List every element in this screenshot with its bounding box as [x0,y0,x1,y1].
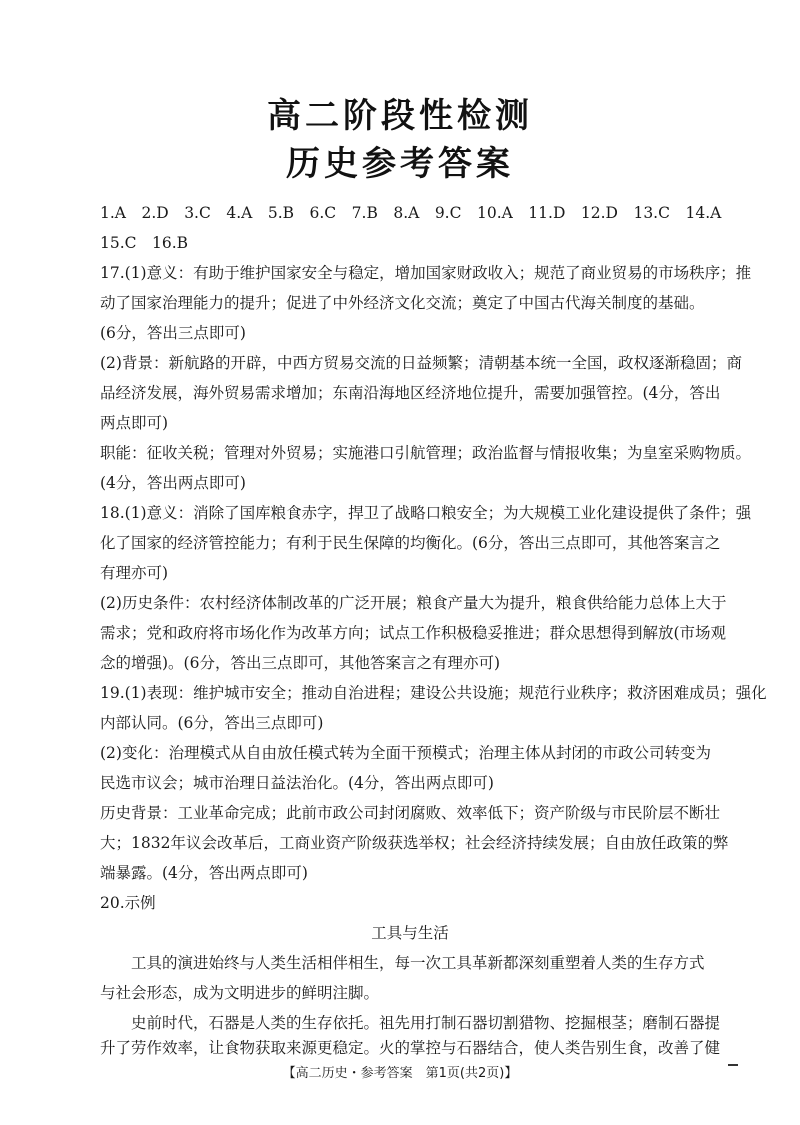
essay-line: 升了劳作效率，让食物获取来源更稳定。火的掌控与石器结合，使人类告别生食，改善了健 [100,1039,721,1057]
essay-line: 与社会形态，成为文明进步的鲜明注脚。 [100,984,380,1002]
page-footer: 【高二历史・参考答案 第1页(共2页)】 [282,1066,518,1081]
answer-line: 化了国家的经济管控能力；有利于民生保障的均衡化。(6分，答出三点即可，其他答案言之 [100,534,721,552]
answer-line: (6分，答出三点即可) [100,324,246,342]
answer-line: 17.(1)意义：有助于维护国家安全与稳定，增加国家财政收入；规范了商业贸易的市场秩序；推 [100,264,752,282]
answer-line: (2)历史条件：农村经济体制改革的广泛开展；粮食产量大为提升，粮食供给能力总体上大于 [100,594,727,612]
answer-line: 念的增强)。(6分，答出三点即可，其他答案言之有理亦可) [100,654,501,672]
answer-line: 20.示例 [100,894,156,912]
essay-line: 史前时代，石器是人类的生存依托。祖先用打制石器切割猎物、挖掘根茎；磨制石器提 [100,1014,721,1032]
answer-line: 职能：征收关税；管理对外贸易；实施港口引航管理；政治监督与情报收集；为皇室采购物质。 [100,444,752,462]
essay-line: 工具的演进始终与人类生活相伴相生，每一次工具革新都深刻重塑着人类的生存方式 [100,954,705,972]
page-subtitle: 历史参考答案 [286,144,514,184]
answer-line: 动了国家治理能力的提升；促进了中外经济文化交流；奠定了中国古代海关制度的基础。 [100,294,705,312]
answer-line: 18.(1)意义：消除了国库粮食赤字，捍卫了战略口粮安全；为大规模工业化建设提供了条件；强 [100,504,752,522]
answer-line: 有理亦可) [100,564,169,582]
answer-line: 19.(1)表现：维护城市安全；推动自治进程；建设公共设施；规范行业秩序；救济困难成员；强化 [100,684,767,702]
answer-line: 内部认同。(6分，答出三点即可) [100,714,324,732]
answer-line: 历史背景：工业革命完成；此前市政公司封闭腐败、效率低下；资产阶级与市民阶层不断壮 [100,804,721,822]
answer-line: (2)背景：新航路的开辟，中西方贸易交流的日益频繁；清朝基本统一全国，政权逐渐稳固；商 [100,354,742,372]
answer-line: 两点即可) [100,414,169,432]
answer-line: (4分，答出两点即可) [100,474,246,492]
answer-line: 1.A 2.D 3.C 4.A 5.B 6.C 7.B 8.A 9.C 10.A 11.D 12.D 13.C 14.A [100,204,722,222]
answer-line: 端暴露。(4分，答出两点即可) [100,864,308,882]
answer-line: (2)变化：治理模式从自由放任模式转为全面干预模式；治理主体从封闭的市政公司转变为 [100,744,711,762]
answer-line: 需求；党和政府将市场化作为改革方向；试点工作积极稳妥推进；群众思想得到解放(市场观 [100,624,727,642]
page-title: 高二阶段性检测 [267,96,533,136]
corner-mark [728,1064,738,1066]
answer-line: 大；1832年议会改革后，工商业资产阶级获选举权；社会经济持续发展；自由放任政策的弊 [100,834,729,852]
answer-line: 15.C 16.B [100,234,189,252]
answer-line: 民选市议会；城市治理日益法治化。(4分，答出两点即可) [100,774,494,792]
answer-line: 品经济发展，海外贸易需求增加；东南沿海地区经济地位提升，需要加强管控。(4分，答出 [100,384,721,402]
essay-title: 工具与生活 [371,924,449,942]
